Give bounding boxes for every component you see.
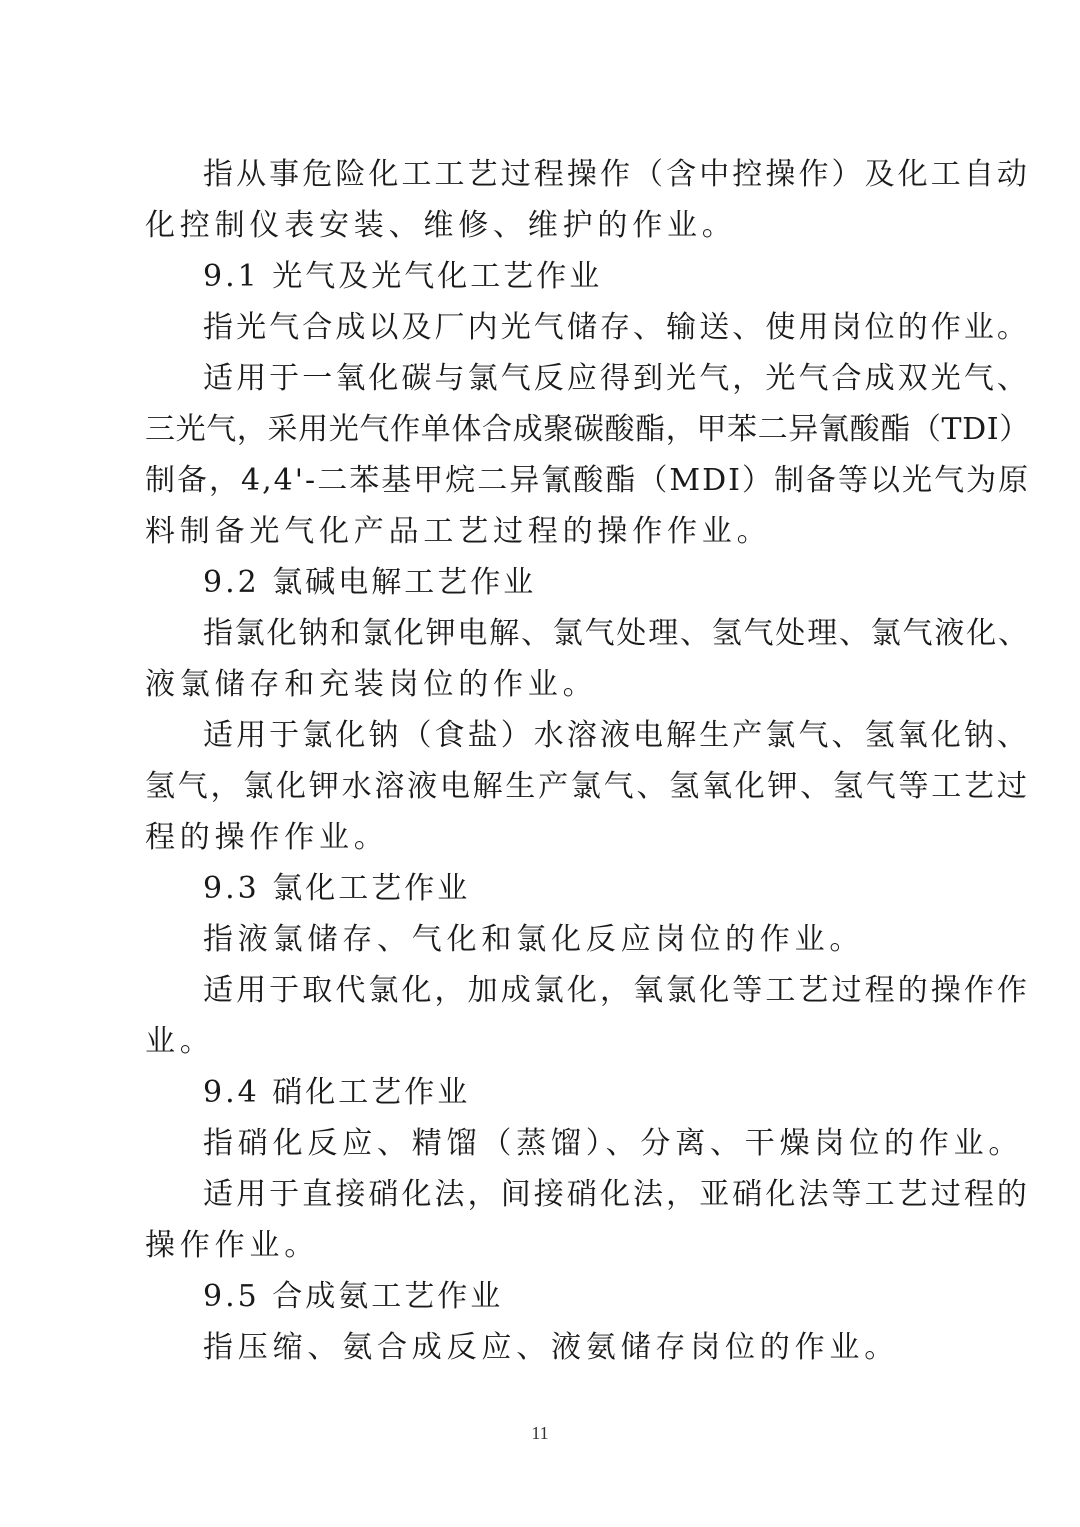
paragraph-line: 业。 — [145, 1024, 215, 1059]
paragraph-line: 化控制仪表安装、维修、维护的作业。 — [145, 208, 737, 243]
paragraph-line: 氢气，氯化钾水溶液电解生产氯气、氢氧化钾、氢气等工艺过 — [145, 769, 1030, 804]
paragraph-line: 适用于一氧化碳与氯气反应得到光气，光气合成双光气、 — [203, 361, 1030, 396]
paragraph-line: 制备，4,4'-二苯基甲烷二异氰酸酯（MDI）制备等以光气为原 — [145, 463, 1031, 498]
paragraph-line: 指从事危险化工工艺过程操作（含中控操作）及化工自动 — [203, 157, 1030, 192]
paragraph-line: 适用于氯化钠（食盐）水溶液电解生产氯气、氢氧化钠、 — [203, 718, 1030, 753]
paragraph-line: 三光气，采用光气作单体合成聚碳酸酯，甲苯二异氰酸酯（TDI） — [145, 412, 1030, 447]
paragraph-line: 液氯储存和充装岗位的作业。 — [145, 667, 598, 702]
paragraph-line: 指氯化钠和氯化钾电解、氯气处理、氢气处理、氯气液化、 — [203, 616, 1030, 651]
paragraph-line: 料制备光气化产品工艺过程的操作作业。 — [145, 514, 772, 549]
section-heading-9-3: 9.3 氯化工艺作业 — [203, 871, 471, 906]
paragraph-line: 指液氯储存、气化和氯化反应岗位的作业。 — [203, 922, 865, 957]
section-heading-9-2: 9.2 氯碱电解工艺作业 — [203, 565, 537, 600]
paragraph-line: 适用于直接硝化法，间接硝化法，亚硝化法等工艺过程的 — [203, 1177, 1030, 1212]
paragraph-line: 指硝化反应、精馏（蒸馏）、分离、干燥岗位的作业。 — [203, 1126, 1024, 1161]
section-heading-9-4: 9.4 硝化工艺作业 — [203, 1075, 471, 1110]
paragraph-line: 适用于取代氯化，加成氯化，氧氯化等工艺过程的操作作 — [203, 973, 1030, 1008]
section-heading-9-1: 9.1 光气及光气化工艺作业 — [203, 259, 603, 294]
paragraph-line: 指光气合成以及厂内光气储存、输送、使用岗位的作业。 — [203, 310, 1030, 345]
paragraph-line: 指压缩、氨合成反应、液氨储存岗位的作业。 — [203, 1330, 899, 1365]
paragraph-line: 操作作业。 — [145, 1228, 319, 1263]
paragraph-line: 程的操作作业。 — [145, 820, 389, 855]
page-number: 11 — [531, 1423, 549, 1443]
section-heading-9-5: 9.5 合成氨工艺作业 — [203, 1279, 504, 1314]
